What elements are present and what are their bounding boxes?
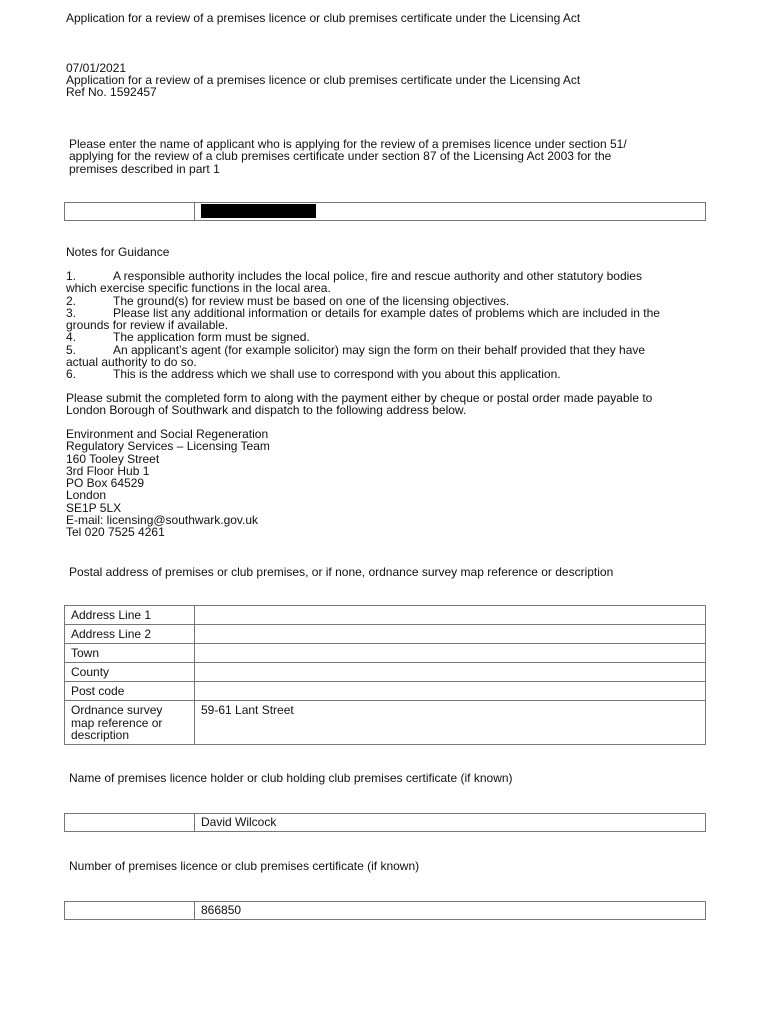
note-text: An applicant’s agent (for example solicitor) may sign the form on their behalf provided that they have (113, 342, 646, 357)
table-row (65, 814, 706, 832)
applicant-instruction-line: Please enter the name of applicant who is applying for the review of a premises licence under section 51/ (69, 137, 627, 151)
reference-number: Ref No. 1592457 (66, 85, 157, 99)
phone-line: Tel 020 7525 4261 (66, 525, 165, 540)
address-line: Environment and Social Regeneration (66, 427, 269, 441)
note-text: This is the address which we shall use to correspond with you about this application. (113, 367, 561, 382)
note-text: The application form must be signed. (113, 330, 310, 345)
town-field[interactable] (195, 644, 706, 663)
holder-table (64, 813, 706, 832)
list-item (66, 270, 716, 295)
note-text: Please list any additional information or details for example dates of problems which are included in the (113, 305, 660, 320)
applicant-name-field[interactable] (195, 203, 706, 221)
licence-number-table (64, 901, 706, 920)
applicant-name-table (64, 202, 706, 221)
list-item (66, 344, 716, 369)
list-item (66, 307, 716, 332)
note-number: 4. (66, 330, 77, 345)
note-number: 6. (66, 367, 77, 382)
email-line: E-mail: licensing@southwark.gov.uk (66, 513, 259, 528)
note-text: A responsible authority includes the local police, fire and rescue authority and other statutory bodies (113, 269, 642, 283)
table-row (65, 663, 706, 682)
note-number: 3. (66, 305, 77, 320)
holder-name-field[interactable]: David Wilcock (195, 814, 706, 832)
note-number: 1. (66, 269, 77, 283)
row-label: Town (65, 644, 195, 663)
table-row (65, 902, 706, 920)
document-title: Application for a review of a premises licence or club premises certificate under the Licensing Act (66, 11, 581, 25)
submission-instructions (66, 392, 652, 417)
address-line: Regulatory Services – Licensing Team (66, 439, 270, 454)
address-line: SE1P 5LX (66, 500, 122, 515)
applicant-instruction-line: premises described in part 1 (69, 161, 220, 176)
contact-address (66, 428, 270, 539)
address-line: 160 Tooley Street (66, 451, 160, 466)
licence-number-field[interactable]: 866850 (195, 902, 706, 920)
document-date: 07/01/2021 (66, 61, 127, 75)
table-row (65, 701, 706, 745)
applicant-instructions (69, 138, 627, 175)
note-text: The ground(s) for review must be based on one of the licensing objectives. (113, 293, 510, 308)
row-label: Ordnance survey map reference or description (65, 701, 195, 745)
note-number: 5. (66, 342, 77, 357)
ordnance-survey-field[interactable]: 59-61 Lant Street (195, 701, 706, 745)
licence-number-label (65, 902, 195, 920)
redaction-block (201, 204, 316, 218)
applicant-name-label (65, 203, 195, 221)
licence-number-heading: Number of premises licence or club premises certificate (if known) (69, 859, 420, 873)
table-row (65, 644, 706, 663)
row-label: Post code (65, 682, 195, 701)
submission-line: Please submit the completed form to along with the payment either by cheque or postal order made payable to (66, 391, 653, 405)
table-row (65, 606, 706, 625)
county-field[interactable] (195, 663, 706, 682)
premises-heading: Postal address of premises or club premises, or if none, ordnance survey map reference or description (69, 565, 614, 579)
applicant-instruction-line: applying for the review of a club premises certificate under section 87 of the Licensing Act 2003 for the (69, 149, 612, 164)
note-text-continued: actual authority to do so. (66, 355, 197, 370)
address-line-1-field[interactable] (195, 606, 706, 625)
holder-heading: Name of premises licence holder or club holding club premises certificate (if known) (69, 771, 513, 785)
row-label: Address Line 1 (65, 606, 195, 625)
post-code-field[interactable] (195, 682, 706, 701)
table-row (65, 203, 706, 221)
note-text-continued: grounds for review if available. (66, 318, 229, 333)
address-line: London (66, 488, 107, 503)
notes-list (66, 270, 716, 381)
premises-address-table (64, 605, 706, 745)
row-label: County (65, 663, 195, 682)
note-text-continued: which exercise specific functions in the local area. (66, 281, 331, 296)
list-item (66, 331, 716, 343)
address-line-2-field[interactable] (195, 625, 706, 644)
address-line: 3rd Floor Hub 1 (66, 463, 150, 478)
note-number: 2. (66, 293, 77, 308)
holder-label (65, 814, 195, 832)
document-subtitle: Application for a review of a premises licence or club premises certificate under the Licensing Act (66, 73, 581, 87)
address-line: PO Box 64529 (66, 476, 145, 491)
list-item (66, 368, 716, 380)
submission-line: London Borough of Southwark and dispatch to the following address below. (66, 403, 467, 418)
notes-heading: Notes for Guidance (66, 245, 170, 259)
table-row (65, 625, 706, 644)
row-label: Address Line 2 (65, 625, 195, 644)
table-row (65, 682, 706, 701)
